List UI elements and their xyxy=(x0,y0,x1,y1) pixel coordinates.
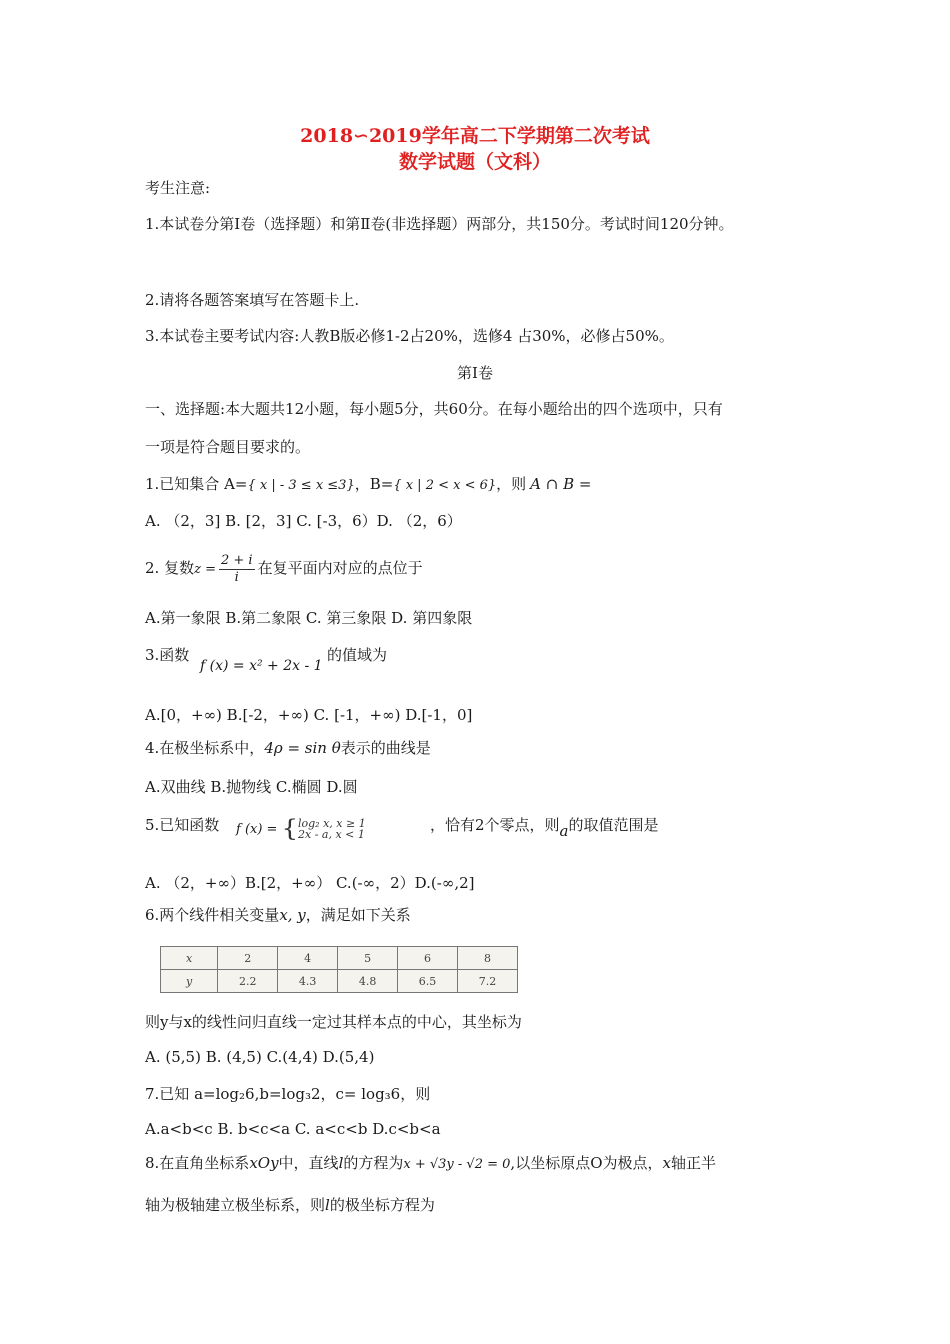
q2-prefix: 2. 复数 xyxy=(145,559,195,577)
question-1 xyxy=(145,474,591,496)
question-4 xyxy=(145,738,431,758)
q5-suffix: 的取值范围是 xyxy=(568,816,659,834)
exam-title-line1: 2018∽2019学年高二下学期第二次考试 xyxy=(300,125,650,147)
q5-mid: ，恰有2个零点，则 xyxy=(430,816,560,834)
question-2 xyxy=(145,551,423,587)
q3-prefix: 3.函数 xyxy=(145,646,190,664)
notice-item-3: 3.本试卷主要考试内容:人教B版必修1-2占20%，选修4 占30%，必修占50%。 xyxy=(145,327,674,345)
q1-expression: A ∩ B = xyxy=(530,475,592,493)
table-cell: 6.5 xyxy=(398,970,458,993)
table-header-x: x xyxy=(161,947,218,970)
q5-var: a xyxy=(559,822,569,840)
q5-row-1: log₂ x, x ≥ 1 xyxy=(298,817,366,830)
q8-equation: x + √3y - √2 = 0 xyxy=(403,1157,511,1172)
q8-line2b: 的极坐标方程为 xyxy=(329,1196,435,1214)
notice-heading: 考生注意: xyxy=(145,179,211,197)
q7-text: 7.已知 a=log₂6,b=log₃2，c= log₃6，则 xyxy=(145,1085,431,1103)
table-cell: 4.8 xyxy=(338,970,398,993)
q5-prefix: 5.已知函数 xyxy=(145,816,220,834)
q5-expression: f (x) = xyxy=(236,822,278,837)
q1-set-a: { x | - 3 ≤ x ≤3} xyxy=(247,478,355,493)
q8-l1: l xyxy=(338,1154,344,1172)
q8-mid1: 中，直线 xyxy=(278,1154,339,1172)
table-cell: 8 xyxy=(458,947,518,970)
q8-line2a: 轴为极轴建立极坐标系，则 xyxy=(145,1196,326,1214)
q8-prefix: 8.在直角坐标系 xyxy=(145,1154,250,1172)
table-cell: 4.3 xyxy=(278,970,338,993)
q1-mid: ，B= xyxy=(354,475,394,493)
q5-row-2: 2x - a, x < 1 xyxy=(298,828,365,841)
table-cell: 6 xyxy=(398,947,458,970)
q6-prefix: 6.两个线件相关变量 xyxy=(145,906,280,924)
table-row xyxy=(161,970,518,993)
q6-options: A. (5,5) B. (4,5) C.(4,4) D.(5,4) xyxy=(145,1048,375,1066)
question-8 xyxy=(145,1153,716,1175)
q1-options: A. （2，3] B. [2，3] C. [-3，6）D. （2，6） xyxy=(145,512,462,530)
q4-suffix: 表示的曲线是 xyxy=(340,739,431,757)
question-8-line-2 xyxy=(145,1195,435,1215)
section-label: 第Ⅰ卷 xyxy=(457,364,493,382)
table-cell: 4 xyxy=(278,947,338,970)
q5-tail xyxy=(430,815,659,840)
q5-rows xyxy=(298,818,366,840)
q3-suffix: 的值域为 xyxy=(327,646,388,664)
section-intro-2: 一项是符合题目要求的。 xyxy=(145,438,311,456)
table-cell: 2 xyxy=(218,947,278,970)
q2-denominator: i xyxy=(234,569,239,585)
table-cell: 2.2 xyxy=(218,970,278,993)
q2-numerator: 2 + i xyxy=(220,552,253,568)
q8-mid2: 的方程为 xyxy=(343,1154,404,1172)
q2-fraction xyxy=(219,553,255,586)
q7-options: A.a<b<c B. b<c<a C. a<c<b D.c<b<a xyxy=(145,1120,441,1138)
table-row xyxy=(161,947,518,970)
q3-expression: f (x) = x² + 2x - 1 xyxy=(200,658,323,674)
q8-xaxis: x xyxy=(662,1154,671,1172)
q8-mid3: ,以坐标原点O为极点， xyxy=(510,1154,663,1172)
q8-suffix: 轴正半 xyxy=(670,1154,716,1172)
q2-var: z = xyxy=(194,562,216,577)
q6-suffix: ，满足如下关系 xyxy=(305,906,411,924)
q8-coord: xOy xyxy=(249,1154,279,1172)
q2-options: A.第一象限 B.第二象限 C. 第三象限 D. 第四象限 xyxy=(145,609,473,627)
q5-function xyxy=(236,815,370,843)
q1-prefix: 1.已知集合 A= xyxy=(145,475,248,493)
table-cell: 5 xyxy=(338,947,398,970)
q8-l2: l xyxy=(325,1196,330,1214)
q2-suffix: 在复平面内对应的点位于 xyxy=(257,559,423,577)
q5-brace: { xyxy=(281,815,298,843)
q4-options: A.双曲线 B.抛物线 C.椭圆 D.圆 xyxy=(145,778,358,796)
q3-options: A.[0，+∞) B.[-2，+∞) C. [-1，+∞) D.[-1，0] xyxy=(145,706,473,724)
table-header-y: y xyxy=(161,970,218,993)
exam-title-line2: 数学试题（文科） xyxy=(398,151,551,173)
notice-item-2: 2.请将各题答案填写在答题卡上. xyxy=(145,291,360,309)
q5-piecewise xyxy=(281,815,366,843)
q4-prefix: 4.在极坐标系中， xyxy=(145,739,265,757)
q5-options: A. （2，+∞）B.[2，+∞） C.(-∞，2）D.(-∞,2] xyxy=(145,874,475,892)
q4-expression: 4ρ = sin θ xyxy=(264,739,341,757)
q6-after: 则y与x的线性问归直线一定过其样本点的中心，其坐标为 xyxy=(145,1013,522,1031)
q1-set-b: { x | 2 < x < 6} xyxy=(393,478,497,493)
q1-suffix: ，则 xyxy=(496,475,527,493)
question-6 xyxy=(145,905,411,925)
q6-data-table xyxy=(160,946,518,993)
q6-vars: x, y xyxy=(279,906,306,924)
section-intro-1: 一、选择题:本大题共12小题，每小题5分，共60分。在每小题给出的四个选项中，只有 xyxy=(145,400,723,418)
table-cell: 7.2 xyxy=(458,970,518,993)
notice-item-1: 1.本试卷分第Ⅰ卷（选择题）和第Ⅱ卷(非选择题）两部分，共150分。考试时间120分钟。 xyxy=(145,215,734,233)
